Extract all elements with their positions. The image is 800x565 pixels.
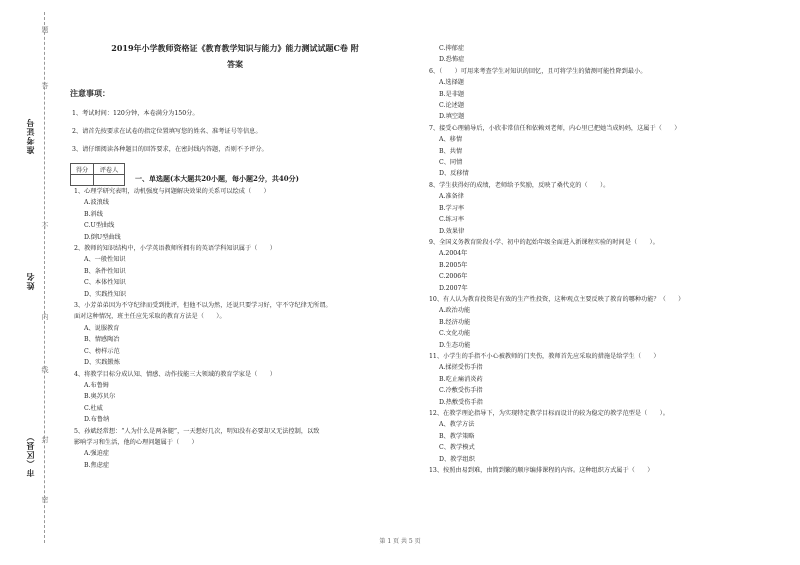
- option: C、本体性知识: [84, 279, 126, 287]
- option: D.热敷受伤手指: [439, 398, 483, 406]
- option: A.布鲁姆: [84, 381, 109, 389]
- option: C、榜样示范: [84, 347, 120, 355]
- option: C、同情: [439, 159, 463, 167]
- page-footer: 第 1 页 共 5 页: [379, 538, 421, 545]
- seal-tick: 题: [41, 26, 49, 33]
- question-stem: 11、小学生的手指不小心被教师的门夹伤，教师首先应采取的措施是给学生（ ）: [429, 352, 660, 360]
- score-table: [70, 163, 125, 186]
- option: D.填空题: [439, 113, 465, 121]
- option: A、教学方法: [439, 421, 475, 429]
- option: B、条件性知识: [84, 267, 126, 275]
- notice-item: 1、考试时间：120分钟，本卷满分为150分。: [72, 110, 199, 117]
- option: D.2007年: [439, 284, 468, 292]
- option: C.论述题: [439, 102, 465, 110]
- option: C、教学模式: [439, 444, 475, 452]
- option: D.效果律: [439, 227, 465, 235]
- seal-tick: 内: [41, 313, 49, 320]
- seal-tick: 密: [41, 496, 49, 503]
- notice-heading: 注意事项：: [70, 88, 110, 98]
- score-label: 得分: [71, 164, 94, 175]
- option: B.是非题: [439, 90, 465, 98]
- option: C.练习率: [439, 216, 465, 224]
- option: D.生态功能: [439, 341, 471, 349]
- option: D.倒U型曲线: [84, 233, 121, 241]
- question-stem: 6、（ ）可用来考查学生对知识的回忆，且可将学生的猜测可能性降到最小。: [429, 67, 647, 75]
- score-cell[interactable]: [71, 175, 94, 186]
- question-stem: 2、教师的知识结构中，小学英语教师所拥有的英语学科知识属于（ ）: [74, 245, 276, 253]
- question-stem: 8、学生获得好的成绩，老师给予奖励，反映了桑代克的（ ）。: [429, 181, 610, 189]
- name-label: 姓名: [25, 272, 35, 290]
- question-stem: 7、接受心理辅导后，小欣非常信任和依赖刘老师，内心里已把她当成妈妈，这属于（ ）: [429, 124, 681, 132]
- option: A.政治功能: [439, 307, 471, 315]
- option: D、实践锻炼: [84, 359, 120, 367]
- option: B.斜线: [84, 210, 103, 218]
- seal-tick: 答: [41, 82, 49, 89]
- seal-tick: 线: [41, 366, 49, 373]
- question-stem-cont: 面对这种情况，班主任应先采取的教育方法是（ ）。: [74, 313, 226, 321]
- grader-label: 评卷人: [94, 164, 125, 175]
- notice-list: [70, 108, 410, 153]
- question-stem: 4、将教学目标分成认知、情感、动作技能三大领域的教育学家是（ ）: [74, 370, 276, 378]
- option: C.文化功能: [439, 330, 471, 338]
- option: B、情感陶冶: [84, 336, 120, 344]
- left-column: [70, 40, 410, 471]
- option: B.经济功能: [439, 318, 471, 326]
- option: C.冷敷受伤手指: [439, 387, 483, 395]
- option: A、说服教育: [84, 324, 120, 332]
- seal-line: [44, 12, 45, 543]
- option: B.焦虑症: [84, 461, 110, 469]
- option: D.布鲁纳: [84, 416, 110, 424]
- option: D、反移情: [439, 170, 469, 178]
- option: B.2005年: [439, 261, 468, 269]
- option: B.吃止痛消炎药: [439, 375, 483, 383]
- option: A.揉搓受伤手指: [439, 364, 483, 372]
- option: A.波浪线: [84, 199, 109, 207]
- option: D、教学组织: [439, 455, 475, 463]
- option: A.选择题: [439, 79, 464, 87]
- option: A.强迫症: [84, 450, 109, 458]
- grader-cell[interactable]: [94, 175, 125, 186]
- page-title: 2019年小学教师资格证《教育教学知识与能力》能力测试试题C卷 附 答案: [111, 43, 359, 69]
- option: C.抑郁症: [439, 45, 465, 52]
- district-label: 市（区县）: [25, 432, 35, 477]
- option: B、教学策略: [439, 432, 475, 440]
- question-stem: 5、孙斌经常想：“人为什么是两条腿”，一天想好几次，明知没有必要却又无法控制，以致: [74, 427, 320, 435]
- score-box: [70, 163, 410, 186]
- right-column: [425, 43, 775, 476]
- question-stem: 9、全国义务教育阶段小学、初中的起始年级全面进入新课程实验的时间是（ ）。: [429, 238, 659, 246]
- option: D、实践性知识: [84, 290, 127, 298]
- seal-tick: 封: [41, 436, 49, 443]
- question-stem: 1、心理学研究表明，动机强度与问题解决效果的关系可以绘成（ ）: [74, 188, 270, 195]
- option: A.2004年: [439, 250, 468, 258]
- option: C.U型曲线: [84, 222, 115, 230]
- option: C.杜威: [84, 404, 103, 412]
- notice-item: 3、请仔细阅读各种题目的回答要求，在密封线内答题，否则不予评分。: [72, 146, 268, 153]
- option: B.学习率: [439, 204, 465, 212]
- notice-item: 2、请首先按要求在试卷的指定位置填写您的姓名、准考证号等信息。: [72, 128, 262, 135]
- seal-tick: 不: [41, 222, 49, 229]
- exam-number-label: 准考证号: [25, 118, 35, 154]
- question-stem-cont: 影响学习和生活，他的心理问题属于（ ）: [74, 438, 198, 446]
- option: A.准备律: [439, 193, 464, 201]
- question-stem: 10、有人认为教育投资是有效的生产性投资，这种观点主要反映了教育的哪种功能？（ ）: [429, 295, 685, 303]
- section-title: 一、单选题(本大题共20小题，每小题2分，共40分): [135, 174, 299, 183]
- option: D.恐怖症: [439, 56, 465, 64]
- option: A、移情: [439, 136, 463, 144]
- option: B、共情: [439, 147, 463, 155]
- option: B.奥苏贝尔: [84, 393, 116, 401]
- option: A、一般性知识: [84, 256, 126, 264]
- question-stem: 12、在教学理论指导下，为实现特定教学目标而设计的较为稳定的教学范型是（ ）。: [429, 410, 669, 417]
- question-stem: 13、按照由易到难，由简到繁的顺序编排课程的内容。这种组织方式属于（ ）: [429, 467, 654, 475]
- question-stem: 3、小芳弟弟因为不守纪律而受到批评，但他不以为然，还说只要学习好，守不守纪律无所谓。: [74, 302, 332, 310]
- option: C.2006年: [439, 273, 468, 281]
